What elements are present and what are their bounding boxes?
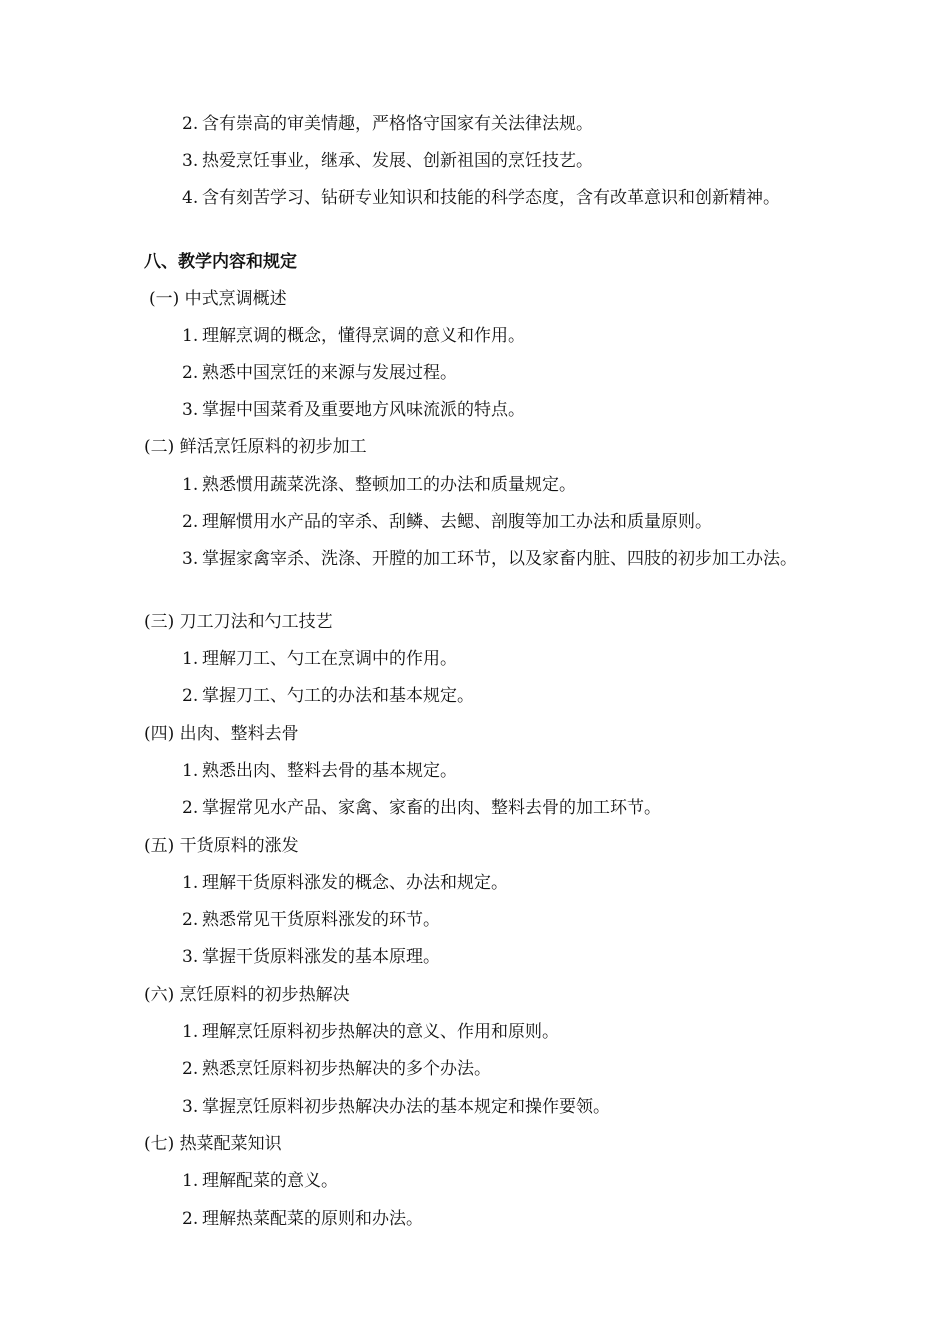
section-heading: 八、教学内容和规定 — [144, 252, 297, 272]
list-item — [182, 546, 802, 572]
list-item-number: 2. — [182, 512, 199, 532]
list-item-number: 2. — [182, 114, 199, 134]
subsection-title: (一) 中式烹调概述 — [149, 289, 287, 309]
list-item — [182, 509, 802, 535]
list-item-number: 2. — [182, 686, 199, 706]
list-item — [182, 1094, 802, 1120]
list-item — [182, 111, 802, 137]
list-item — [182, 1206, 802, 1232]
list-item — [182, 148, 802, 174]
list-item — [182, 1168, 802, 1194]
list-item — [182, 1019, 802, 1045]
list-item-text: 理解配菜的意义。 — [202, 1171, 338, 1191]
list-item-text: 理解烹调的概念，懂得烹调的意义和作用。 — [202, 326, 525, 346]
list-item-number: 3. — [182, 549, 199, 569]
list-item-number: 2. — [182, 910, 199, 930]
list-item-text: 掌握家禽宰杀、洗涤、开膛的加工环节，以及家畜内脏、四肢的初步加工办法。 — [202, 549, 797, 569]
list-item-text: 理解干货原料涨发的概念、办法和规定。 — [202, 873, 508, 893]
list-item — [182, 472, 802, 498]
subsection-title: (五) 干货原料的涨发 — [144, 836, 299, 856]
subsection-title: (四) 出肉、整料去骨 — [144, 724, 299, 744]
list-item-number: 2. — [182, 1059, 199, 1079]
list-item-text: 理解惯用水产品的宰杀、刮鳞、去鳃、剖腹等加工办法和质量原则。 — [202, 512, 712, 532]
list-item-number: 2. — [182, 798, 199, 818]
list-item-number: 1. — [182, 1022, 199, 1042]
list-item-number: 1. — [182, 761, 199, 781]
list-item — [182, 185, 802, 211]
list-item-text: 理解烹饪原料初步热解决的意义、作用和原则。 — [202, 1022, 559, 1042]
list-item-number: 1. — [182, 649, 199, 669]
list-item-text: 掌握中国菜肴及重要地方风味流派的特点。 — [202, 400, 525, 420]
list-item-number: 1. — [182, 873, 199, 893]
list-item-text: 熟悉中国烹饪的来源与发展过程。 — [202, 363, 457, 383]
list-item — [182, 683, 802, 709]
list-item-text: 熟悉惯用蔬菜洗涤、整顿加工的办法和质量规定。 — [202, 475, 576, 495]
list-item — [182, 758, 802, 784]
list-item-text: 掌握烹饪原料初步热解决办法的基本规定和操作要领。 — [202, 1097, 610, 1117]
list-item-text: 含有崇高的审美情趣，严格恪守国家有关法律法规。 — [202, 114, 593, 134]
list-item — [182, 360, 802, 386]
list-item-text: 掌握常见水产品、家禽、家畜的出肉、整料去骨的加工环节。 — [202, 798, 661, 818]
list-item-number: 2. — [182, 363, 199, 383]
list-item-number: 3. — [182, 151, 199, 171]
list-item-text: 理解刀工、勺工在烹调中的作用。 — [202, 649, 457, 669]
list-item-text: 熟悉常见干货原料涨发的环节。 — [202, 910, 440, 930]
list-item — [182, 397, 802, 423]
subsection-title: (三) 刀工刀法和勺工技艺 — [144, 612, 333, 632]
list-item — [182, 944, 802, 970]
subsection-title: (六) 烹饪原料的初步热解决 — [144, 985, 350, 1005]
list-item-number: 1. — [182, 475, 199, 495]
list-item — [182, 646, 802, 672]
list-item-number: 3. — [182, 400, 199, 420]
list-item-text: 含有刻苦学习、钻研专业知识和技能的科学态度，含有改革意识和创新精神。 — [202, 188, 780, 208]
list-item-number: 2. — [182, 1209, 199, 1229]
subsection-title: (二) 鲜活烹饪原料的初步加工 — [144, 437, 367, 457]
list-item-text: 热爱烹饪事业，继承、发展、创新祖国的烹饪技艺。 — [202, 151, 593, 171]
list-item-number: 1. — [182, 1171, 199, 1191]
list-item — [182, 795, 802, 821]
list-item-text: 熟悉烹饪原料初步热解决的多个办法。 — [202, 1059, 491, 1079]
list-item-number: 4. — [182, 188, 199, 208]
list-item — [182, 1056, 802, 1082]
list-item-text: 熟悉出肉、整料去骨的基本规定。 — [202, 761, 457, 781]
list-item — [182, 870, 802, 896]
list-item-text: 掌握干货原料涨发的基本原理。 — [202, 947, 440, 967]
list-item — [182, 323, 802, 349]
list-item-text: 掌握刀工、勺工的办法和基本规定。 — [202, 686, 474, 706]
subsection-title: (七) 热菜配菜知识 — [144, 1134, 282, 1154]
list-item-number: 3. — [182, 947, 199, 967]
list-item-number: 1. — [182, 326, 199, 346]
list-item-text: 理解热菜配菜的原则和办法。 — [202, 1209, 423, 1229]
list-item-number: 3. — [182, 1097, 199, 1117]
list-item — [182, 907, 802, 933]
